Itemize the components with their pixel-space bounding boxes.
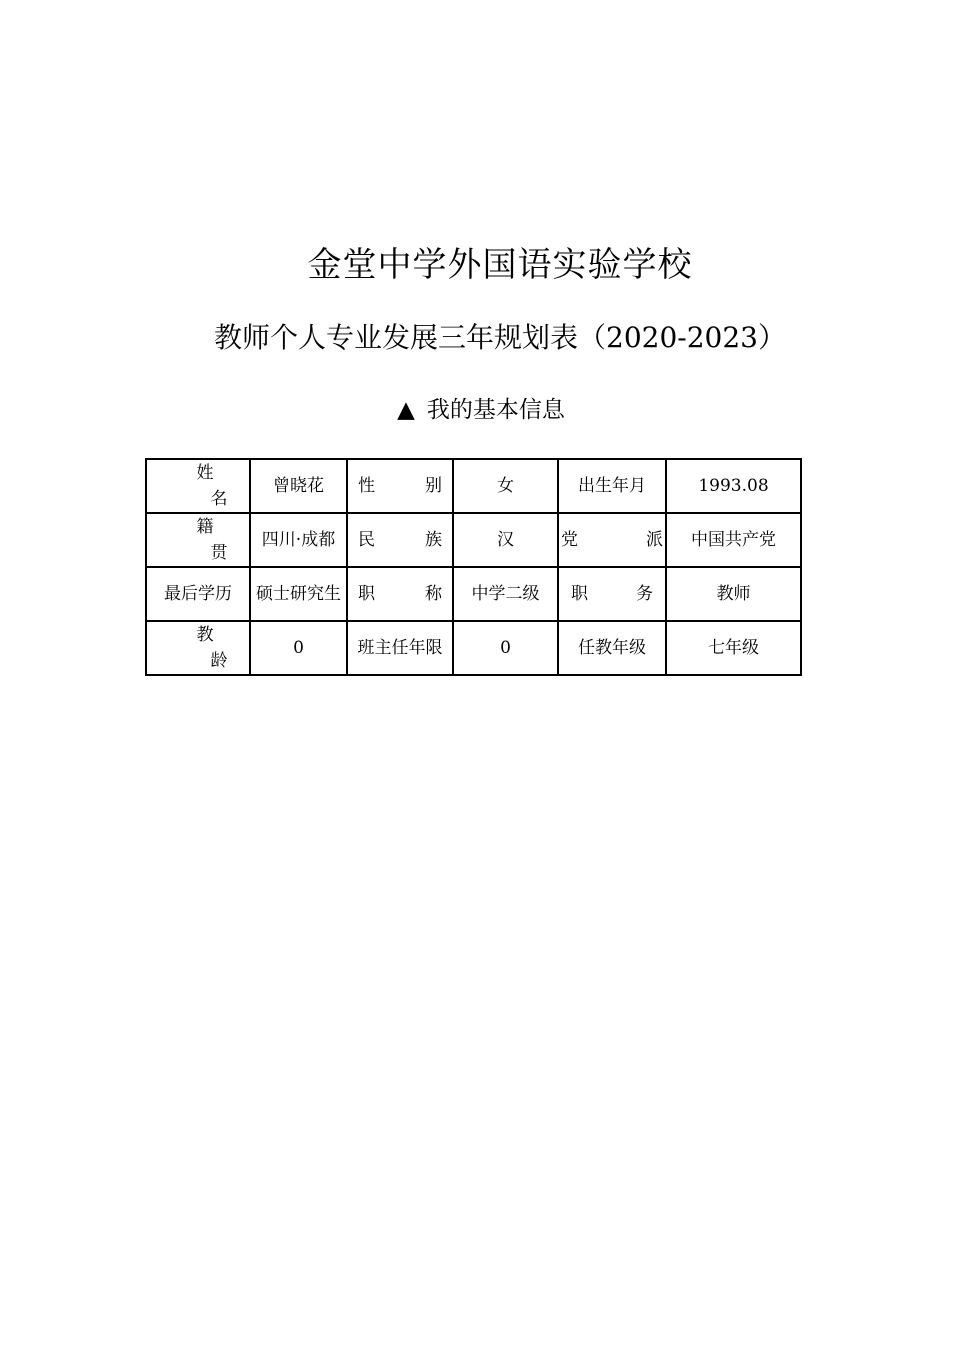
headteacher-years-value: 0 (453, 621, 558, 675)
table-row (146, 459, 801, 513)
party-value: 中国共产党 (666, 513, 801, 567)
position-label: 职 务 (558, 567, 666, 621)
basic-info-table (145, 458, 802, 676)
plan-title: 教师个人专业发展三年规划表（2020-2023） (214, 321, 786, 354)
birth-label: 出生年月 (558, 459, 666, 513)
headteacher-years-label: 班主任年限 (347, 621, 453, 675)
birth-value: 1993.08 (666, 459, 801, 513)
origin-value: 四川·成都 (250, 513, 347, 567)
table-row (146, 513, 801, 567)
grade-label: 任教年级 (558, 621, 666, 675)
triangle-marker-icon: ▲ (397, 397, 415, 423)
title-value: 中学二级 (453, 567, 558, 621)
ethnicity-value: 汉 (453, 513, 558, 567)
grade-value: 七年级 (666, 621, 801, 675)
education-label: 最后学历 (146, 567, 250, 621)
teaching-years-value: 0 (250, 621, 347, 675)
table-row (146, 567, 801, 621)
school-title: 金堂中学外国语实验学校 (307, 245, 693, 285)
origin-label: 籍 贯 (146, 513, 250, 567)
section-heading-text: 我的基本信息 (426, 397, 565, 423)
section-heading (0, 393, 960, 427)
gender-label: 性 别 (347, 459, 453, 513)
gender-value: 女 (453, 459, 558, 513)
name-value: 曾晓花 (250, 459, 347, 513)
ethnicity-label: 民 族 (347, 513, 453, 567)
table-row (146, 621, 801, 675)
party-label: 党 派 (558, 513, 666, 567)
teaching-years-label: 教 龄 (146, 621, 250, 675)
title-label: 职 称 (347, 567, 453, 621)
education-value: 硕士研究生 (250, 567, 347, 621)
position-value: 教师 (666, 567, 801, 621)
name-label: 姓 名 (146, 459, 250, 513)
